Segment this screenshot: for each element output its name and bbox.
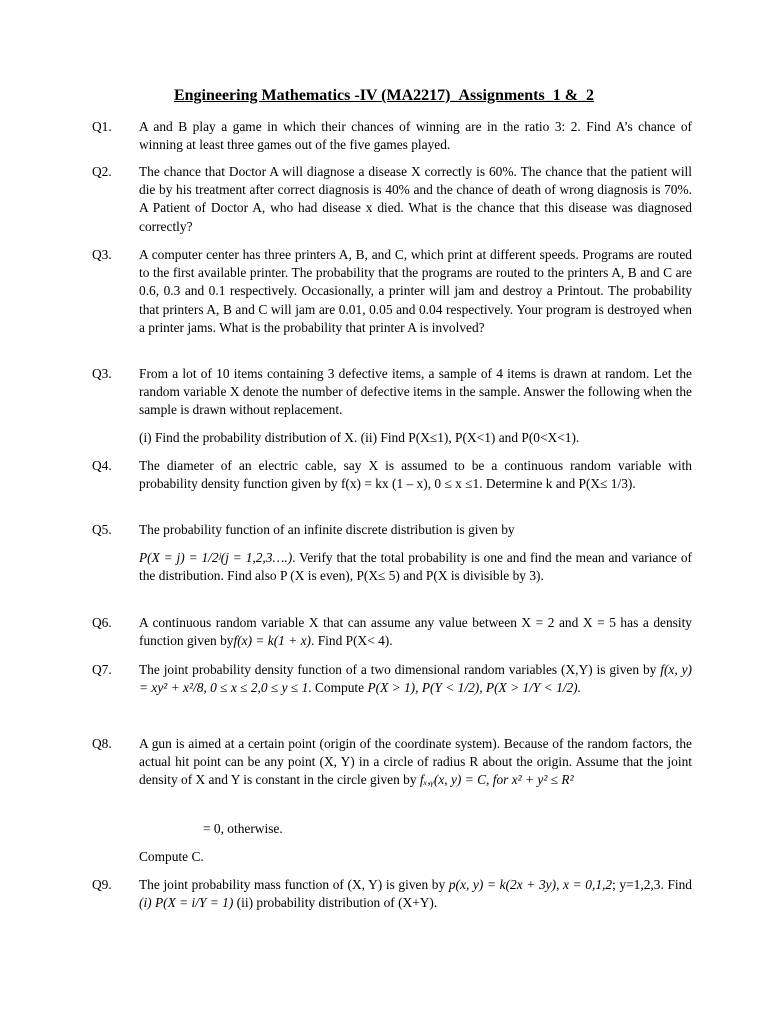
joint-density-formula: fₓ,ᵧ(x, y) = C, for x² + y² ≤ R² <box>419 772 574 788</box>
question-number: Q4. <box>92 458 112 473</box>
question-number: Q8. <box>92 736 112 751</box>
question-number: Q6. <box>92 615 112 630</box>
pmf-formula: p(x, y) = k(2x + 3y), x = 0,1,2 <box>448 877 613 892</box>
question-text: The chance that Doctor A will diagnose a disease X correctly is 60%. The chance that the patient will die by his treatment after correct diagnosis is 40% and the chance of death of wrong diagnosis is 70%. A Patient of Doctor A, who had disease x died. What is the chance that this disease was diagnosed correctly? <box>139 164 692 234</box>
question-text-continued: . Compute <box>308 680 365 696</box>
question-text-end: (ii) probability distribution of (X+Y). <box>236 895 438 911</box>
question-text: The diameter of an electric cable, say X is assumed to be a continuous random variable with probability density function given by f(x) = kx (1 – x), 0 ≤ x ≤1. Determine k and P(X≤ 1/3). <box>139 458 692 492</box>
question-q9 <box>92 876 692 912</box>
question-q6 <box>92 614 692 650</box>
document-title: Engineering Mathematics -IV (MA2217)_Assignments_1 &_2 <box>173 87 595 104</box>
question-text: A and B play a game in which their chances of winning are in the ratio 3: 2. Find A’s chance of winning at least three games out of the five games played. <box>139 119 692 153</box>
question-text: A gun is aimed at a certain point (origin of the coordinate system). Because of the random factors, the actual hit point can be any point (X, Y) in a circle of radius R about the origin. Assume that the joint density of X and Y is constant in the circle given by <box>139 736 692 788</box>
question-text: The joint probability density function of a two dimensional random variables (X,Y) is given by <box>139 662 657 677</box>
question-body <box>139 661 692 697</box>
question-text: The joint probability mass function of (X, Y) is given by <box>139 877 446 892</box>
question-text: The probability function of an infinite discrete distribution is given by <box>139 522 515 537</box>
question-number: Q2. <box>92 164 112 179</box>
question-q2 <box>92 163 692 236</box>
probability-expressions: P(X > 1), P(Y < 1/2), P(X > 1/Y < 1/2). <box>367 680 581 696</box>
question-number: Q3. <box>92 366 112 381</box>
question-number: Q1. <box>92 119 112 134</box>
question-q7 <box>92 661 692 697</box>
question-body <box>139 521 692 586</box>
question-text-continued: . Find P(X< 4). <box>311 633 393 649</box>
question-body <box>139 735 692 790</box>
question-q5 <box>92 521 692 586</box>
question-number: Q3. <box>92 247 112 262</box>
probability-formula: P(X = j) = 1/2ʲ(j = 1,2,3….) <box>139 550 293 566</box>
question-body <box>139 876 692 912</box>
question-text-continued: ; y=1,2,3. Find <box>612 877 692 892</box>
question-q1 <box>92 118 692 154</box>
otherwise-clause: = 0, otherwise. <box>203 821 283 836</box>
joint-density-formula: f(x, y) = xy² + x²/8, 0 ≤ x ≤ 2,0 ≤ y ≤ 1 <box>139 662 692 696</box>
question-q8 <box>92 735 692 790</box>
question-text: From a lot of 10 items containing 3 defective items, a sample of 4 items is drawn at random. Let the random variable X denote the number of defective items in the sample. Answer the following when the sample is drawn without replacement. <box>139 366 692 418</box>
question-number: Q5. <box>92 522 112 537</box>
question-q3-sampling <box>92 365 692 420</box>
question-q3 <box>92 246 692 337</box>
conditional-probability: (i) P(X = i/Y = 1) <box>139 895 234 911</box>
question-body <box>139 614 692 650</box>
question-text-continued: . Verify that the total probability is one and find the mean and variance of the distribution. Find also P (X is even), P(X≤ 5) and P(X is divisible by 3). <box>139 550 692 584</box>
question-number: Q9. <box>92 877 112 892</box>
compute-c-text: Compute C. <box>139 849 204 864</box>
question-number: Q7. <box>92 662 112 677</box>
question-text: A continuous random variable X that can assume any value between X = 2 and X = 5 has a density function given by <box>139 615 692 649</box>
question-text: A computer center has three printers A, B, and C, which print at different speeds. Programs are routed to the first available printer. The probability that the programs are routed to the printers A, B and C are 0.6, 0.3 and 0.1 respectively. Occasionally, a printer will jam and destroy a Printout. The probability that printers A, B and C will jam are 0.01, 0.05 and 0.04 respectively. Your program is destroyed when a printer jams. What is the probability that printer A is involved? <box>139 247 692 335</box>
question-q4 <box>92 457 692 493</box>
question-q3-subpart: (i) Find the probability distribution of X. (ii) Find P(X≤1), P(X<1) and P(0<X<1). <box>139 430 580 445</box>
density-formula: f(x) = k(1 + x) <box>233 633 312 649</box>
